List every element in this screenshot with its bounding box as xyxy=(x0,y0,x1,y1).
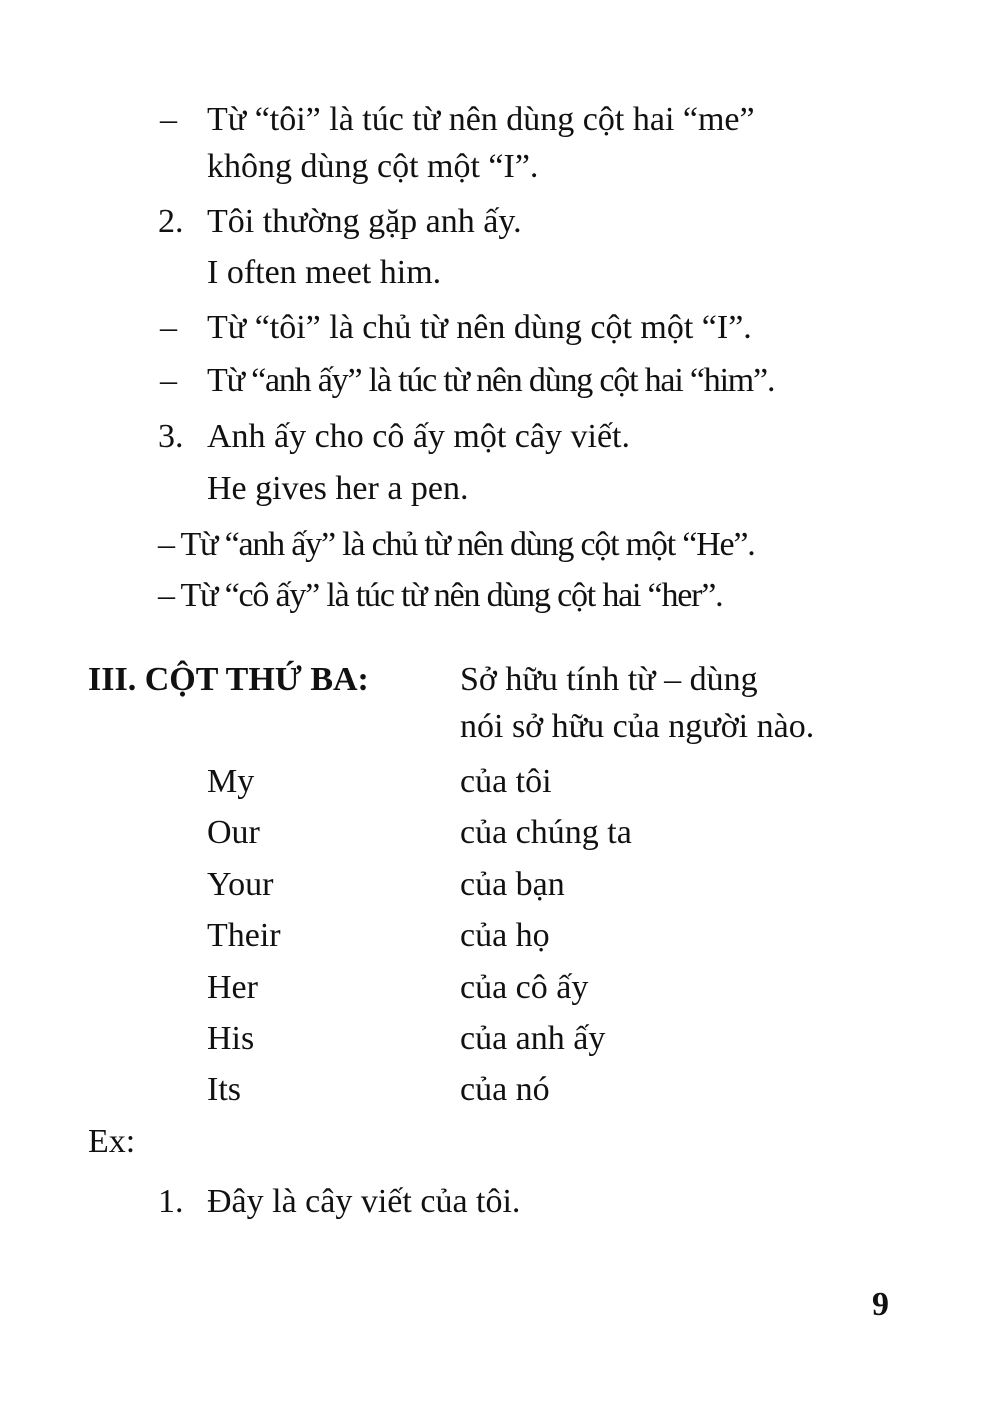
example-number: 3. xyxy=(158,418,184,455)
pronoun-english: Their xyxy=(207,917,281,954)
example-english: I often meet him. xyxy=(207,254,442,291)
pronoun-vietnamese: của chúng ta xyxy=(460,814,632,851)
note-line: không dùng cột một “I”. xyxy=(207,148,539,185)
pronoun-english: Your xyxy=(207,866,274,903)
note-line: Từ “anh ấy” là túc từ nên dùng cột hai “him”. xyxy=(207,362,775,399)
ex-label: Ex: xyxy=(88,1123,136,1160)
section-heading: III. CỘT THỨ BA: xyxy=(88,661,369,698)
dash: – xyxy=(160,309,177,346)
pronoun-vietnamese: của tôi xyxy=(460,763,552,800)
note-line: Từ “tôi” là túc từ nên dùng cột hai “me” xyxy=(207,101,755,138)
example-number: 1. xyxy=(158,1183,184,1220)
dash: – xyxy=(160,101,177,138)
example-vietnamese: Anh ấy cho cô ấy một cây viết. xyxy=(207,418,630,455)
note-line: – Từ “cô ấy” là túc từ nên dùng cột hai “her”. xyxy=(158,577,723,614)
example-vietnamese: Tôi thường gặp anh ấy. xyxy=(207,203,522,240)
note-line: – Từ “anh ấy” là chủ từ nên dùng cột một “He”. xyxy=(158,526,755,563)
section-description: Sở hữu tính từ – dùng xyxy=(460,661,758,698)
pronoun-english: Her xyxy=(207,969,258,1006)
pronoun-english: Our xyxy=(207,814,260,851)
pronoun-vietnamese: của họ xyxy=(460,917,550,954)
pronoun-vietnamese: của cô ấy xyxy=(460,969,589,1006)
pronoun-vietnamese: của anh ấy xyxy=(460,1020,606,1057)
example-number: 2. xyxy=(158,203,184,240)
pronoun-english: Its xyxy=(207,1071,241,1108)
pronoun-english: His xyxy=(207,1020,255,1057)
pronoun-vietnamese: của bạn xyxy=(460,866,565,903)
page-number: 9 xyxy=(872,1286,889,1323)
note-line: Từ “tôi” là chủ từ nên dùng cột một “I”. xyxy=(207,309,752,346)
example-english: He gives her a pen. xyxy=(207,470,469,507)
example-vietnamese: Đây là cây viết của tôi. xyxy=(207,1183,521,1220)
section-description: nói sở hữu của người nào. xyxy=(460,708,815,745)
pronoun-english: My xyxy=(207,763,255,800)
dash: – xyxy=(160,362,177,399)
pronoun-vietnamese: của nó xyxy=(460,1071,550,1108)
